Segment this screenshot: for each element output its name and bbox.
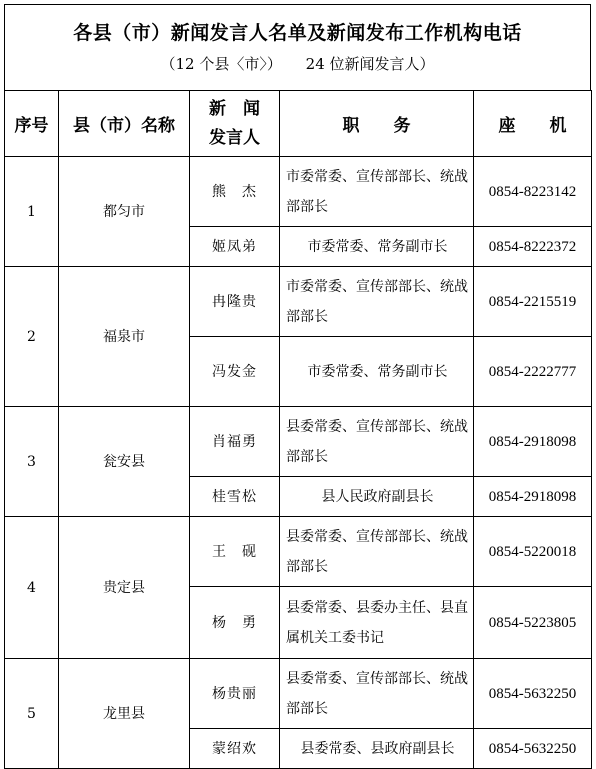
seq-cell: 3 [5,407,59,517]
speaker-cell: 冉隆贵 [190,267,280,337]
header-row [5,91,592,157]
speaker-cell: 桂雪松 [190,477,280,517]
document-sheet [4,4,591,757]
header-seq: 序号 [5,91,59,157]
speaker-cell: 肖福勇 [190,407,280,477]
phone-cell: 0854-8223142 [474,157,592,227]
header-phone: 座 机 [474,91,592,157]
duty-cell: 市委常委、宣传部部长、统战部部长 [280,267,474,337]
speaker-cell: 蒙绍欢 [190,729,280,769]
county-cell: 都匀市 [59,157,190,267]
seq-cell: 4 [5,517,59,659]
phone-cell: 0854-8222372 [474,227,592,267]
document-title: 各县（市）新闻发言人名单及新闻发布工作机构电话 [73,22,522,44]
header-speaker-line2: 发言人 [209,127,260,148]
phone-cell: 0854-5220018 [474,517,592,587]
header-speaker-line1: 新 闻 [209,98,260,119]
county-cell: 福泉市 [59,267,190,407]
table-row [5,157,592,227]
county-cell: 贵定县 [59,517,190,659]
phone-cell: 0854-2215519 [474,267,592,337]
duty-cell: 市委常委、常务副市长 [280,227,474,267]
speaker-cell: 冯发金 [190,337,280,407]
county-cell: 龙里县 [59,659,190,769]
phone-cell: 0854-5632250 [474,729,592,769]
county-cell: 瓮安县 [59,407,190,517]
header-speaker [190,91,280,157]
title-block [4,4,591,90]
phone-cell: 0854-2222777 [474,337,592,407]
duty-cell: 县人民政府副县长 [280,477,474,517]
speaker-cell: 杨 勇 [190,587,280,659]
spokesperson-table [4,90,592,769]
duty-cell: 市委常委、常务副市长 [280,337,474,407]
speaker-cell: 杨贵丽 [190,659,280,729]
phone-cell: 0854-5632250 [474,659,592,729]
duty-cell: 县委常委、宣传部部长、统战部部长 [280,517,474,587]
duty-cell: 县委常委、宣传部部长、统战部部长 [280,659,474,729]
document-subtitle: （12 个县〈市〉） 24 位新闻发言人） [160,55,435,73]
speaker-cell: 王 砚 [190,517,280,587]
duty-cell: 县委常委、县政府副县长 [280,729,474,769]
table-row [5,517,592,587]
table-row [5,407,592,477]
speaker-cell: 姬凤弟 [190,227,280,267]
phone-cell: 0854-2918098 [474,477,592,517]
duty-cell: 市委常委、宣传部部长、统战部部长 [280,157,474,227]
phone-cell: 0854-5223805 [474,587,592,659]
speaker-cell: 熊 杰 [190,157,280,227]
seq-cell: 5 [5,659,59,769]
table-row [5,659,592,729]
phone-cell: 0854-2918098 [474,407,592,477]
table-row [5,267,592,337]
header-duty: 职 务 [280,91,474,157]
seq-cell: 1 [5,157,59,267]
seq-cell: 2 [5,267,59,407]
header-county: 县（市）名称 [59,91,190,157]
duty-cell: 县委常委、县委办主任、县直属机关工委书记 [280,587,474,659]
duty-cell: 县委常委、宣传部部长、统战部部长 [280,407,474,477]
